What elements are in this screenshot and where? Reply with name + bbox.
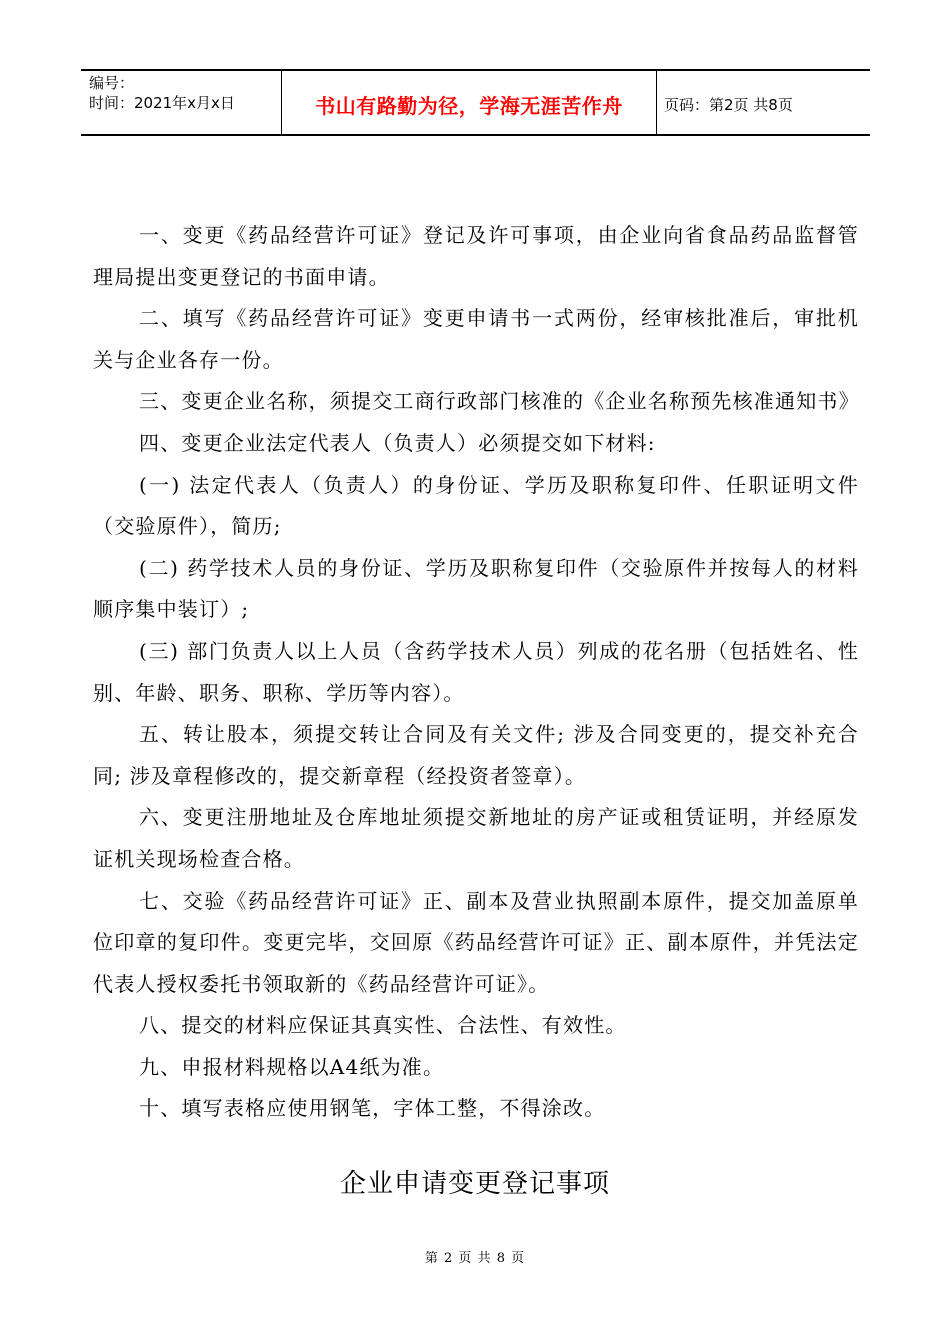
paragraph-6: (二) 药学技术人员的身份证、学历及职称复印件（交验原件并按每人的材料顺序集中装订）; bbox=[93, 555, 859, 622]
paragraph-13: 十、填写表格应使用钢笔，字体工整，不得涂改。 bbox=[139, 1096, 606, 1121]
paragraph-5: (一) 法定代表人（负责人）的身份证、学历及职称复印件、任职证明文件（交验原件），简历; bbox=[93, 472, 859, 539]
header-page-info: 页码：第2页 共8页 bbox=[664, 96, 793, 114]
date-label: 时间：2021年x月x日 bbox=[89, 94, 235, 112]
section-title: 企业申请变更登记事项 bbox=[339, 1169, 610, 1199]
paragraph-7: (三) 部门负责人以上人员（含药学技术人员）列成的花名册（包括姓名、性别、年龄、职务、职称、学历等内容）。 bbox=[93, 638, 859, 705]
paragraph-11: 八、提交的材料应保证其真实性、合法性、有效性。 bbox=[139, 1013, 627, 1038]
paragraph-12: 九、申报材料规格以A4纸为准。 bbox=[139, 1054, 445, 1079]
header-meta bbox=[81, 71, 282, 134]
header-table bbox=[81, 69, 870, 136]
page-footer: 第 2 页 共 8 页 bbox=[424, 1251, 526, 1266]
header-motto: 书山有路勤为径，学海无涯苦作舟 bbox=[282, 71, 657, 134]
paragraph-3: 三、变更企业名称，须提交工商行政部门核准的《企业名称预先核准通知书》 bbox=[139, 389, 860, 414]
paragraph-10: 七、交验《药品经营许可证》正、副本及营业执照副本原件，提交加盖原单位印章的复印件。变更完毕，交回原《药品经营许可证》正、副本原件，并凭法定代表人授权委托书领取新的《药品经营许可证》。 bbox=[93, 888, 859, 996]
document-body bbox=[93, 215, 859, 1130]
paragraph-9: 六、变更注册地址及仓库地址须提交新地址的房产证或租赁证明，并经原发证机关现场检查合格。 bbox=[93, 805, 859, 871]
code-label: 编号： bbox=[89, 74, 135, 92]
paragraph-4: 四、变更企业法定代表人（负责人）必须提交如下材料: bbox=[139, 430, 656, 455]
paragraph-1: 一、变更《药品经营许可证》登记及许可事项，由企业向省食品药品监督管理局提出变更登记的书面申请。 bbox=[93, 223, 859, 289]
paragraph-8: 五、转让股本，须提交转让合同及有关文件; 涉及合同变更的，提交补充合同; 涉及章程修改的，提交新章程（经投资者签章）。 bbox=[93, 722, 859, 788]
paragraph-2: 二、填写《药品经营许可证》变更申请书一式两份，经审核批准后，审批机关与企业各存一份。 bbox=[93, 306, 859, 372]
